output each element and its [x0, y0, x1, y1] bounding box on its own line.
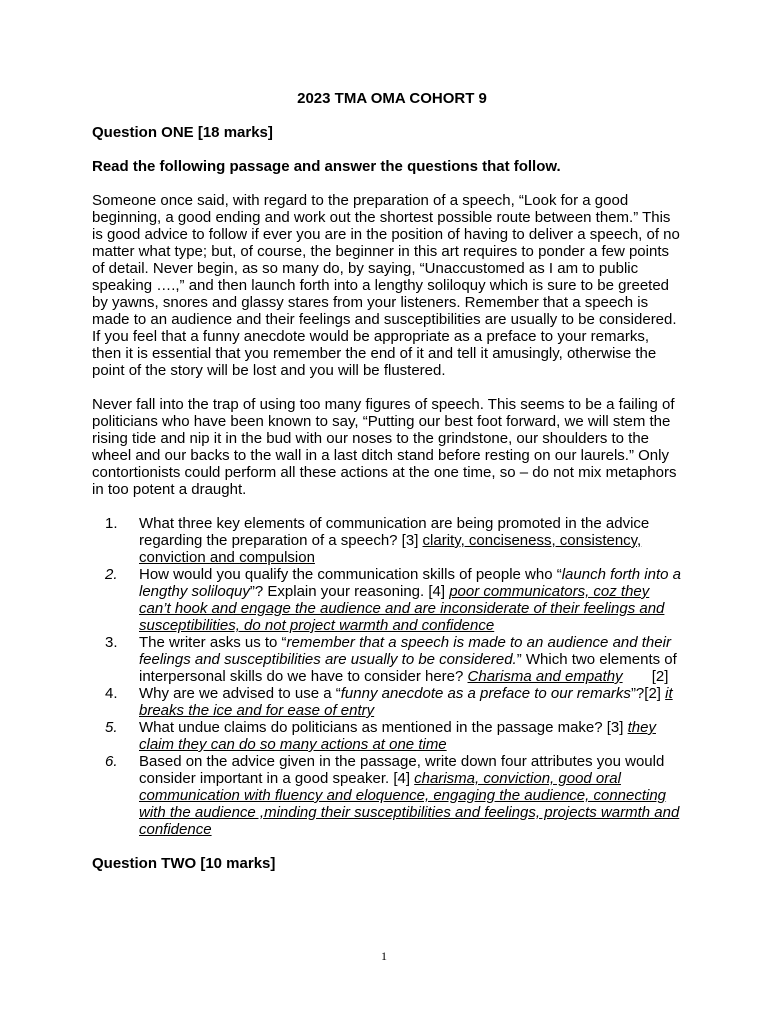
answer-text: clarity, conciseness, consistency, conviction and compulsion: [139, 532, 642, 566]
question-item-2: [92, 566, 682, 634]
question-number: 6.: [105, 753, 118, 770]
question-text: The writer asks us to “: [139, 634, 287, 651]
document-title: 2023 TMA OMA COHORT 9: [297, 90, 487, 107]
question-list: [92, 515, 682, 838]
question-item-1: [92, 515, 682, 566]
answer-text: poor communicators, coz they can’t hook and engage the audience and are inconsiderate of their feelings and susceptibilities, do not project warmth and confidence: [139, 583, 665, 634]
question-number: 2.: [105, 566, 118, 583]
question-number: 1.: [105, 515, 118, 532]
question-one-heading: Question ONE [18 marks]: [92, 124, 273, 141]
answer-text: they claim they can do so many actions at one time: [139, 719, 656, 753]
question-quote: remember that a speech is made to an audience and their feelings and susceptibilities are usually to be considered.: [139, 634, 671, 668]
question-item-6: [92, 753, 682, 838]
answer-text: it breaks the ice and for ease of entry: [139, 685, 673, 719]
question-text: ” Which two elements of interpersonal skills do we have to consider here?: [139, 651, 677, 685]
question-text: How would you qualify the communication skills of people who “: [139, 566, 562, 583]
answer-text: charisma, conviction, good oral communication with fluency and eloquence, engaging the audience, connecting with the audience ,minding their susceptibilities and feelings, projects warmth and confidence: [139, 770, 680, 838]
question-text: What three key elements of communication are being promoted in the advice regarding the preparation of a speech? [3]: [139, 515, 650, 549]
instruction-text: Read the following passage and answer the questions that follow.: [92, 158, 561, 175]
question-number: 5.: [105, 719, 118, 736]
question-two-heading: Question TWO [10 marks]: [92, 855, 276, 872]
question-marks: [2]: [622, 668, 669, 685]
page-number: 1: [381, 949, 387, 963]
passage-paragraph-1: Someone once said, with regard to the preparation of a speech, “Look for a good beginning, a good ending and work out the shortest possible route between them.” This is good advice to follow if ever you are in the position of having to deliver a speech, of no matter what type; but, of course, the beginner in this art requires to ponder a few points of detail. Never begin, as so many do, by saying, “Unaccustomed as I am to public speaking ….,” and then launch forth into a lengthy soliloquy which is sure to be greeted by yawns, snores and glassy stares from your listeners. Remember that a speech is made to an audience and their feelings and susceptibilities are usually to be considered. If you feel that a funny anecdote would be appropriate as a preface to your remarks, then it is essential that you remember the end of it and tell it amusingly, otherwise the point of the story will be lost and you will be flustered.: [92, 192, 680, 379]
passage-paragraph-2: Never fall into the trap of using too many figures of speech. This seems to be a failing of politicians who have been known to say, “Putting our best foot forward, we will stem the rising tide and nip it in the bud with our noses to the grindstone, our shoulders to the wheel and our backs to the wall in a last ditch stand before resting on our laurels.” Only contortionists could perform all these actions at the one time, so – do not mix metaphors in too potent a draught.: [92, 396, 677, 498]
question-text: Why are we advised to use a “: [139, 685, 341, 702]
question-text: What undue claims do politicians as mentioned in the passage make? [3]: [139, 719, 628, 736]
question-text: ”?[2]: [630, 685, 666, 702]
question-text: Based on the advice given in the passage, write down four attributes you would consider important in a good speaker. [4]: [139, 753, 665, 787]
question-text: ”? Explain your reasoning. [4]: [249, 583, 450, 600]
answer-text: Charisma and empathy: [467, 668, 623, 685]
document-page: [92, 90, 682, 889]
question-item-4: [92, 685, 682, 719]
question-quote: funny anecdote as a preface to our remarks: [340, 685, 631, 702]
question-item-5: [92, 719, 682, 753]
question-number: 4.: [105, 685, 118, 702]
question-item-3: [92, 634, 682, 685]
question-number: 3.: [105, 634, 118, 651]
question-quote: launch forth into a lengthy soliloquy: [139, 566, 681, 600]
